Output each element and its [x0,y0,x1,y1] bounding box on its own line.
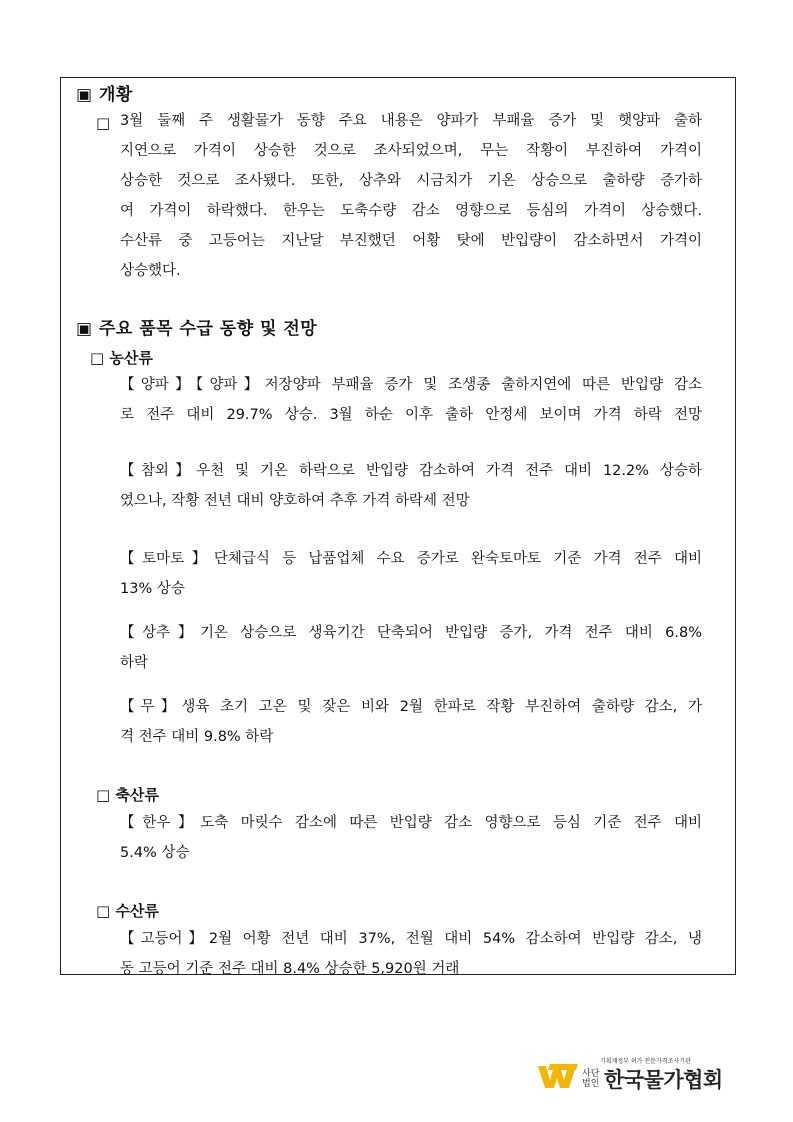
overview-line: 지연으로 가격이 상승한 것으로 조사되었으며, 무는 작황이 부진하여 가격이 [120,143,702,159]
overview-line: 3월 둘째 주 생활물가 동향 주요 내용은 양파가 부패율 증가 및 햇양파 출하 [120,113,702,129]
kpa-logo [538,1054,738,1094]
overview-line: 수산류 중 고등어는 지난달 부진했던 어황 탓에 반입량이 감소하면서 가격이 [120,233,702,249]
tomato-item [120,544,702,604]
onion-line: 【양파】【양파】저장양파 부패율 증가 및 조생종 출하지연에 따른 반입량 감소 [120,377,702,393]
melon-line: 【참외】우천 및 기온 하락으로 반입량 감소하여 가격 전주 대비 12.2% 상승하 [120,463,702,479]
radish-line: 【무】생육 초기 고온 및 잦은 비와 2월 한파로 작황 부진하여 출하량 감소, 가 [120,699,702,715]
radish-line: 격 전주 대비 9.8% 하락 [120,729,274,745]
mackerel-line: 【고등어】2월 어황 전년 대비 37%, 전월 대비 54% 감소하여 반입량 감소, 냉 [120,931,702,947]
hanwoo-line: 5.4% 상승 [120,845,190,861]
lettuce-line: 하락 [120,655,149,671]
overview-line: 여 가격이 하락했다. 한우는 도축수량 감소 영향으로 등심의 가격이 상승했다. [120,203,702,219]
logo-small-text: 기획재정부 허가 전문가격조사기관 [600,1058,691,1065]
fishery-title: □ 수산류 [96,902,159,920]
overview-heading: ▣ 개황 [76,85,133,105]
onion-item [120,370,702,430]
overview-line: 상승했다. [120,263,181,279]
logo-corp: 사단법인 [582,1069,600,1089]
melon-line: 였으나, 작황 전년 대비 양호하여 추후 가격 하락세 전망 [120,493,470,509]
overview-bullet: □ [96,114,111,132]
lettuce-item [120,618,702,678]
tomato-line: 13% 상승 [120,581,185,597]
logo-name: 한국물가협회 [604,1068,723,1092]
section-heading: ▣ 주요 품목 수급 동향 및 전망 [76,319,318,339]
melon-item [120,456,702,516]
livestock-title: □ 축산류 [96,786,159,804]
radish-item [120,692,702,752]
hanwoo-line: 【한우】도축 마릿수 감소에 따른 반입량 감소 영향으로 등심 기준 전주 대비 [120,815,702,831]
tomato-line: 【토마토】단체급식 등 납품업체 수요 증가로 완숙토마토 기준 가격 전주 대비 [120,551,702,567]
hanwoo-item [120,808,702,868]
lettuce-line: 【상추】기온 상승으로 생육기간 단축되어 반입량 증가, 가격 전주 대비 6.8% [120,625,702,641]
agri-title: □ 농산류 [90,349,153,367]
onion-line: 로 전주 대비 29.7% 상승. 3월 하순 이후 출하 안정세 보이며 가격 하락 전망 [120,407,702,423]
mackerel-item [120,924,702,984]
overview-line: 상승한 것으로 조사됐다. 또한, 상추와 시금치가 기온 상승으로 출하량 증가하 [120,173,702,189]
mackerel-line: 동 고등어 기준 전주 대비 8.4% 상승한 5,920원 거래 [120,961,460,977]
overview-paragraph [120,106,702,286]
